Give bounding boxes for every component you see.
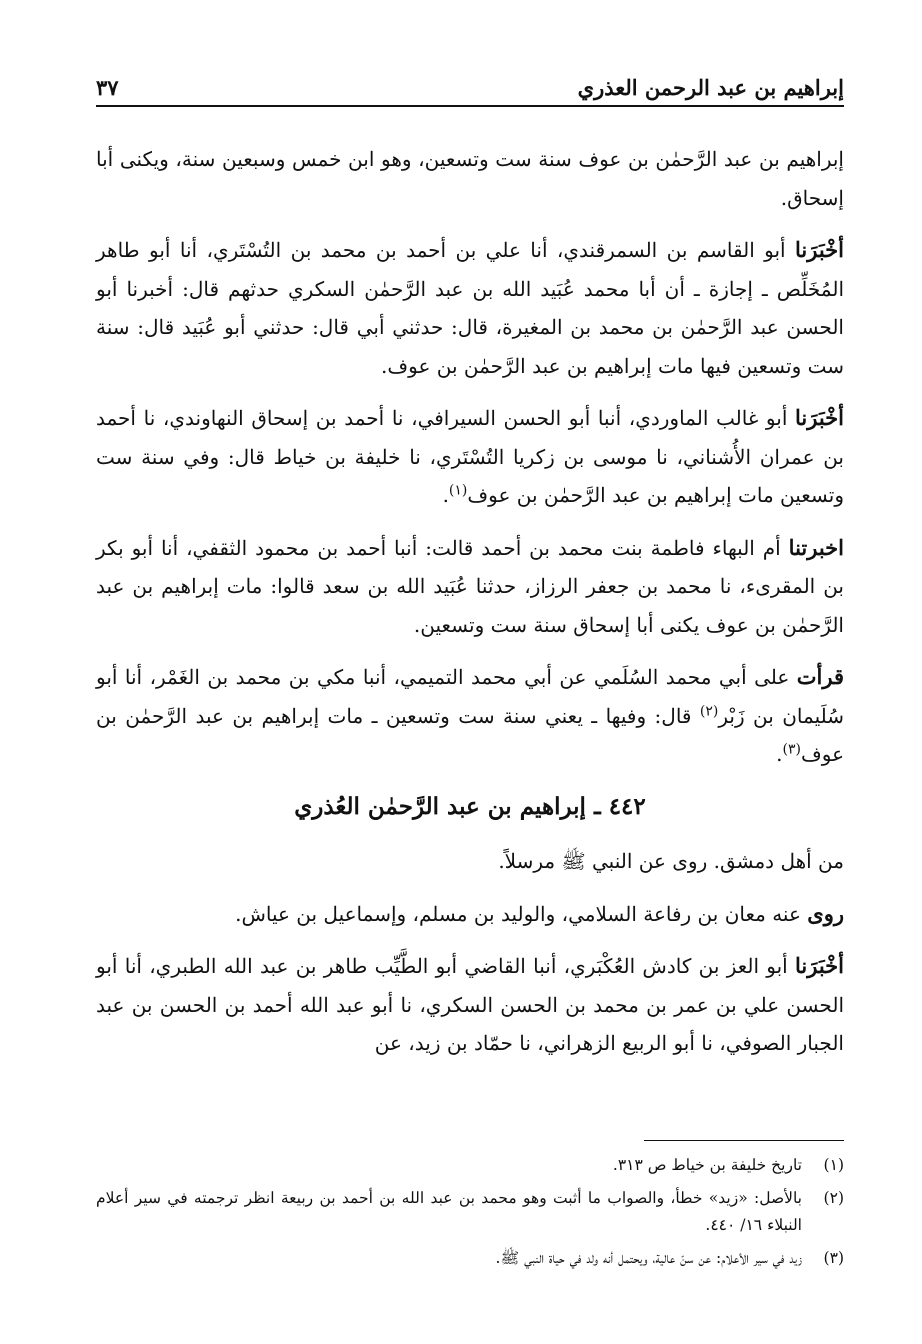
footnote-marker: (١) <box>448 482 468 499</box>
footnote-number: (٢) <box>823 1189 844 1207</box>
page-body <box>96 140 844 1077</box>
paragraph <box>96 399 844 515</box>
paragraph <box>96 842 844 881</box>
running-head <box>96 66 844 100</box>
paragraph-lead-word: اخبرتنا <box>788 534 844 560</box>
paragraph-lead-word: قرأت <box>796 664 844 689</box>
footnote <box>96 1245 844 1272</box>
paragraph-text: أم البهاء فاطمة بنت محمد بن أحمد قالت: أنبا أحمد بن محمود الثقفي، أنا أبو بكر بن المقرىء، نا محمد بن جعفر الرزاز، حدثنا عُبَيد الله بن سعد قالوا: مات إبراهيم بن عبد الرَّحمٰن بن عوف يكنى أبا إسحاق سنة ست وتسعين. <box>96 535 844 637</box>
paragraph <box>96 895 844 934</box>
paragraph-lead-word: أخْبَرَنا <box>795 237 844 262</box>
footnote-rule <box>644 1140 844 1141</box>
footnote <box>96 1152 844 1179</box>
paragraph-text: أبو العز بن كادش العُكْبَري، أنبا القاضي أبو الطَّيِّب طاهر بن عبد الله الطبري، أنا أبو الحسن علي بن عمر بن محمد بن الحسن السكري، نا أبو عبد الله أحمد بن الحسن بن عبد الجبار الصوفي، نا أبو الربيع الزهراني، نا حمّاد بن زيد، عن <box>96 954 844 1055</box>
paragraph-lead-word: أخْبَرَنا <box>795 405 844 430</box>
paragraph-text-tail: . <box>776 742 783 766</box>
paragraph-text: أبو القاسم بن السمرقندي، أنا علي بن أحمد بن محمد بن التُسْتَري، أنا أبو طاهر المُخَلِّص ـ إجازة ـ أن أبا محمد عُبَيد الله بن عبد الرَّحمٰن السكري حدثهم قال: أخبرنا أبو الحسن عبد الرَّحمٰن بن محمد بن المغيرة، قال: حدثني أبي قال: حدثني أبو عُبَيد قال: سنة ست وتسعين فيها مات إبراهيم بن عبد الرَّحمٰن بن عوف. <box>96 238 844 378</box>
footnote-number: (٣) <box>823 1249 844 1267</box>
footnote-number: (١) <box>823 1156 844 1174</box>
footnotes <box>96 1152 844 1278</box>
page-number: ٣٧ <box>96 75 119 100</box>
paragraph <box>96 140 844 217</box>
header-rule <box>96 105 844 107</box>
footnote-text: زيد في سير الأعلام: عن سنّ عالية، ويحتمل أنه ولد في حياة النبي ﷺ. <box>495 1249 802 1267</box>
entry-heading: ٤٤٢ ـ إبراهيم بن عبد الرَّحمٰن العُذري <box>294 792 646 820</box>
footnote <box>96 1185 844 1239</box>
paragraph-lead-word: روى <box>807 900 844 926</box>
paragraph-lead-word: أخْبَرَنا <box>795 953 844 978</box>
paragraph <box>96 947 844 1063</box>
paragraph-text-tail: قال: وفيها ـ يعني سنة ست وتسعين ـ مات إبراهيم بن عبد الرَّحمٰن بن عوف <box>96 703 844 766</box>
paragraph-text: من أهل دمشق. روى عن النبي ﷺ مرسلاً. <box>498 849 844 873</box>
footnote-marker: (٢) <box>699 702 719 719</box>
paragraph-text: إبراهيم بن عبد الرَّحمٰن بن عوف سنة ست وتسعين، وهو ابن خمس وسبعين سنة، ويكنى أبا إسحاق. <box>96 147 844 210</box>
paragraph <box>96 658 844 774</box>
paragraph <box>96 231 844 385</box>
running-title: إبراهيم بن عبد الرحمن العذري <box>577 75 844 100</box>
footnote-text: تاريخ خليفة بن خياط ص ٣١٣. <box>612 1156 802 1174</box>
paragraph <box>96 529 844 645</box>
paragraph-text: على أبي محمد السُلَمي عن أبي محمد التميمي، أنبا مكي بن محمد بن الغَمْر، أنا أبو سُلَيمان بن زَبْر <box>96 665 844 728</box>
paragraph-text: أبو غالب الماوردي، أنبا أبو الحسن السيرافي، نا أحمد بن إسحاق النهاوندي، نا أحمد بن عمران الأُشناني، نا موسى بن زكريا التُسْتَري، نا خليفة بن خياط قال: وفي سنة ست وتسعين مات إبراهيم بن عبد الرَّحمٰن بن عوف <box>96 406 844 507</box>
paragraph-text-tail: . <box>442 483 449 507</box>
footnote-text: بالأصل: «زيد» خطأ، والصواب ما أثبت وهو محمد بن عبد الله بن أحمد بن ربيعة انظر ترجمته في سير أعلام النبلاء ١٦/ ٤٤٠. <box>96 1189 802 1234</box>
footnote-marker: (٣) <box>782 741 801 758</box>
paragraph-text: عنه معان بن رفاعة السلامي، والوليد بن مسلم، وإسماعيل بن عياش. <box>235 901 808 926</box>
